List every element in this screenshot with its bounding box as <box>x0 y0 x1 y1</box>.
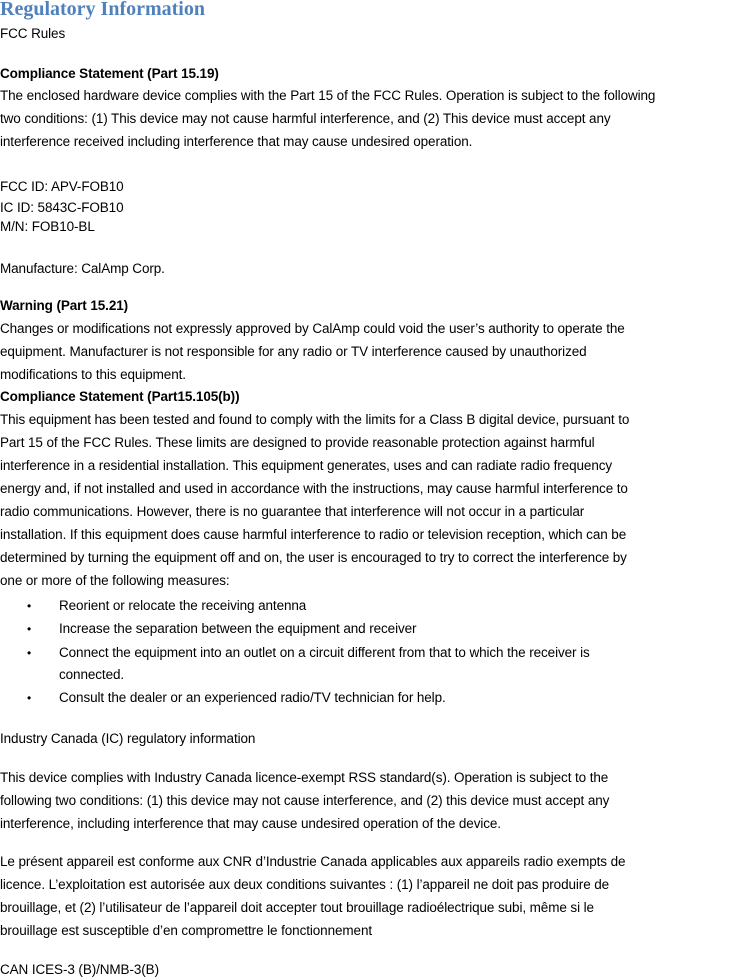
ic-french-line: brouillage est susceptible d’en compromettre le fonctionnement <box>0 923 373 938</box>
bullet-icon: • <box>27 599 32 613</box>
page-title: Regulatory Information <box>0 0 205 20</box>
measure-item-continuation: connected. <box>59 667 125 682</box>
compliance-15105-line: installation. If this equipment does cause harmful interference to radio or television reception, which can be <box>0 527 627 542</box>
model-number: M/N: FOB10-BL <box>0 219 95 234</box>
fcc-id: FCC ID: APV-FOB10 <box>0 179 124 194</box>
compliance-15105-line: one or more of the following measures: <box>0 573 230 588</box>
ic-french-line: licence. L’exploitation est autorisée aux deux conditions suivantes : (1) l’appareil ne doit pas produire de <box>0 877 610 892</box>
ic-french-line: Le présent appareil est conforme aux CNR d’Industrie Canada applicables aux appareils radio exempts de <box>0 854 626 869</box>
compliance-15105-heading: Compliance Statement (Part15.105(b)) <box>0 389 240 404</box>
compliance-15105-line: radio communications. However, there is no guarantee that interference will not occur in a particular <box>0 504 585 519</box>
warning-line: modifications to this equipment. <box>0 367 186 382</box>
compliance-15105-line: This equipment has been tested and found to comply with the limits for a Class B digital device, pursuant to <box>0 412 630 427</box>
ic-id: IC ID: 5843C-FOB10 <box>0 200 124 215</box>
bullet-icon: • <box>27 622 32 636</box>
compliance-1519-line: The enclosed hardware device complies with the Part 15 of the FCC Rules. Operation is subject to the following <box>0 88 656 103</box>
industry-canada-heading: Industry Canada (IC) regulatory information <box>0 731 256 746</box>
ic-english-line: interference, including interference that may cause undesired operation of the device. <box>0 816 501 831</box>
warning-line: equipment. Manufacturer is not responsible for any radio or TV interference caused by unauthorized <box>0 344 587 359</box>
fcc-rules-label: FCC Rules <box>0 26 66 41</box>
compliance-1519-heading: Compliance Statement (Part 15.19) <box>0 66 219 81</box>
compliance-15105-line: determined by turning the equipment off and on, the user is encouraged to try to correct the interference by <box>0 550 627 565</box>
bullet-icon: • <box>27 691 32 705</box>
warning-heading: Warning (Part 15.21) <box>0 298 129 313</box>
can-ices-label: CAN ICES-3 (B)/NMB-3(B) <box>0 962 159 977</box>
compliance-15105-line: Part 15 of the FCC Rules. These limits are designed to provide reasonable protection against harmful <box>0 435 595 450</box>
measure-item: Increase the separation between the equipment and receiver <box>59 621 417 636</box>
measure-item: Consult the dealer or an experienced radio/TV technician for help. <box>59 690 446 705</box>
ic-french-line: brouillage, et (2) l’utilisateur de l’appareil doit accepter tout brouillage radioélectrique subi, même si le <box>0 900 594 915</box>
warning-line: Changes or modifications not expressly approved by CalAmp could void the user’s authority to operate the <box>0 321 625 336</box>
compliance-1519-line: interference received including interference that may cause undesired operation. <box>0 134 473 149</box>
compliance-15105-line: interference in a residential installation. This equipment generates, uses and can radiate radio frequency <box>0 458 613 473</box>
ic-english-line: following two conditions: (1) this device may not cause interference, and (2) this device must accept any <box>0 793 610 808</box>
measure-item: Reorient or relocate the receiving antenna <box>59 598 307 613</box>
ic-english-line: This device complies with Industry Canada licence-exempt RSS standard(s). Operation is subject to the <box>0 770 609 785</box>
compliance-15105-line: energy and, if not installed and used in accordance with the instructions, may cause harmful interference to <box>0 481 628 496</box>
compliance-1519-line: two conditions: (1) This device may not cause harmful interference, and (2) This device must accept any <box>0 111 611 126</box>
manufacturer: Manufacture: CalAmp Corp. <box>0 261 165 276</box>
measure-item: Connect the equipment into an outlet on a circuit different from that to which the receiver is <box>59 645 590 660</box>
bullet-icon: • <box>27 646 32 660</box>
